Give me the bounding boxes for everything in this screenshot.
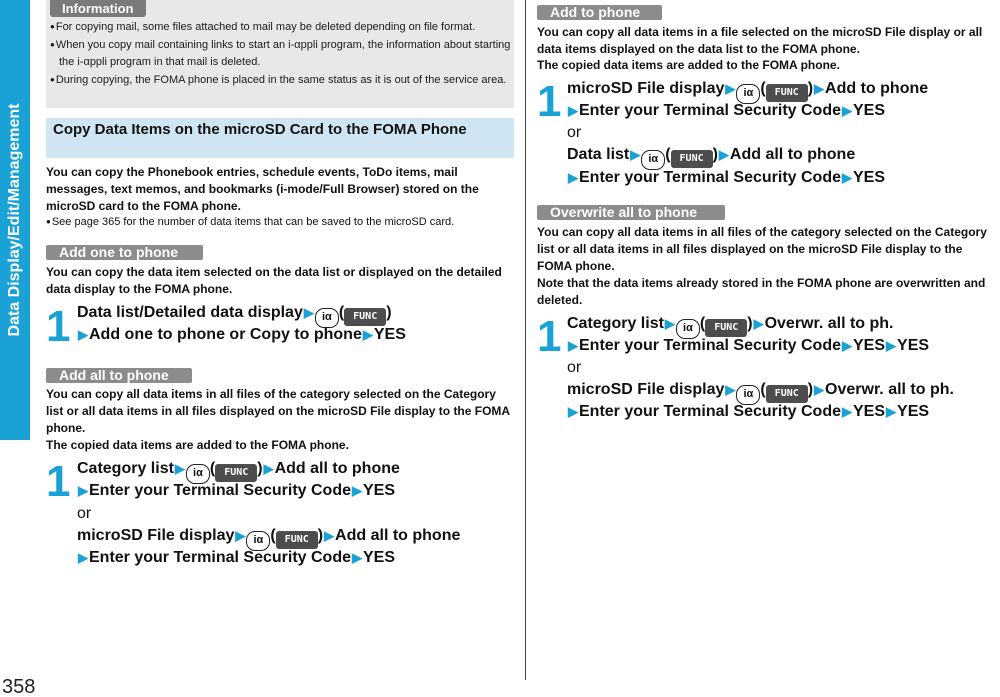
add-one-line-2: ▶Add one to phone or Copy to phone▶YES (78, 326, 406, 343)
func-key-icon: FUNC (344, 308, 386, 326)
add-all-description-2: The copied data items are added to the FOMA phone. (46, 438, 349, 452)
arrow-icon: ▶ (568, 338, 578, 353)
arrow-icon: ▶ (263, 461, 274, 476)
add-to-phone-description-2: The copied data items are added to the FOMA phone. (537, 58, 840, 72)
i-alpha-key-icon: iα (736, 84, 760, 104)
add-to-phone-line-2: ▶Enter your Terminal Security Code▶YES (568, 102, 886, 119)
overwrite-description-2: Note that the data items already stored in the FOMA phone are overwritten and deleted. (537, 276, 986, 307)
arrow-icon: ▶ (753, 316, 764, 331)
add-to-phone-description: You can copy all data items in a file selected on the microSD File display or all data items displayed on the data list to the FOMA phone. (537, 25, 983, 56)
func-key-icon: FUNC (705, 319, 747, 337)
func-key-icon: FUNC (215, 464, 257, 482)
arrow-icon: ▶ (842, 338, 852, 353)
add-all-description: You can copy all data items in all files of the category selected on the Category list or all data items in all files displayed on the microSD File display to the FOMA phone. (46, 387, 510, 435)
add-all-line-5: ▶Enter your Terminal Security Code▶YES (78, 549, 396, 566)
arrow-icon: ▶ (886, 338, 897, 353)
page-number: 358 (2, 676, 36, 697)
add-one-line-1: Data list/Detailed data display▶ iα ( FUNC ) (77, 302, 392, 328)
side-tab-label: Data Display/Edit/Management (6, 103, 23, 337)
overwrite-line-5: ▶Enter your Terminal Security Code▶YES▶YES (568, 403, 930, 420)
add-one-description: You can copy the data item selected on the data list or displayed on the detailed data display to the FOMA phone. (46, 265, 502, 296)
i-alpha-key-icon: iα (676, 319, 700, 339)
step-number: 1 (46, 457, 71, 506)
arrow-icon: ▶ (814, 81, 825, 96)
step-number: 1 (46, 302, 71, 351)
i-alpha-key-icon: iα (641, 150, 665, 170)
information-item: ● During copying, the FOMA phone is placed in the same status as it is out of the service area. (50, 71, 512, 89)
arrow-icon: ▶ (630, 147, 641, 162)
add-all-line-1: Category list▶ iα ( FUNC )▶Add all to phone (77, 458, 400, 484)
information-label: Information (50, 0, 146, 17)
add-all-line-4: microSD File display▶ iα ( FUNC )▶Add all to phone (77, 525, 460, 551)
arrow-icon: ▶ (725, 81, 736, 96)
arrow-icon: ▶ (78, 327, 88, 342)
arrow-icon: ▶ (842, 103, 852, 118)
add-all-label: Add all to phone (46, 368, 192, 383)
section-intro: You can copy the Phonebook entries, schedule events, ToDo items, mail messages, text memos, and bookmarks (i-mode/Full Browser) stored on the microSD card to the FOMA phone. (46, 165, 479, 213)
overwrite-line-1: Category list▶ iα ( FUNC )▶Overwr. all to ph. (567, 313, 894, 339)
information-item: ● For copying mail, some files attached to mail may be deleted depending on file format. (50, 18, 512, 36)
arrow-icon: ▶ (174, 461, 185, 476)
arrow-icon: ▶ (842, 170, 852, 185)
add-to-phone-line-1: microSD File display▶ iα ( FUNC )▶Add to phone (567, 78, 928, 104)
arrow-icon: ▶ (352, 483, 362, 498)
arrow-icon: ▶ (352, 550, 362, 565)
arrow-icon: ▶ (718, 147, 729, 162)
or-text: or (567, 124, 582, 141)
step-number: 1 (537, 312, 562, 361)
arrow-icon: ▶ (664, 316, 675, 331)
arrow-icon: ▶ (568, 404, 578, 419)
arrow-icon: ▶ (78, 483, 88, 498)
func-key-icon: FUNC (276, 531, 318, 549)
i-alpha-key-icon: iα (186, 464, 210, 484)
add-all-line-2: ▶Enter your Terminal Security Code▶YES (78, 482, 396, 499)
i-alpha-key-icon: iα (736, 385, 760, 405)
information-list (50, 18, 512, 89)
arrow-icon: ▶ (324, 528, 335, 543)
add-to-phone-line-4: Data list▶ iα ( FUNC )▶Add all to phone (567, 144, 855, 170)
section-title: Copy Data Items on the microSD Card to the FOMA Phone (46, 118, 514, 158)
overwrite-description: You can copy all data items in all files of the category selected on the Category list or all data items in all files displayed on the microSD File display to the FOMA phone. (537, 225, 987, 273)
step-number: 1 (537, 77, 562, 126)
or-text: or (77, 505, 92, 522)
arrow-icon: ▶ (814, 382, 825, 397)
or-text: or (567, 359, 582, 376)
arrow-icon: ▶ (235, 528, 246, 543)
arrow-icon: ▶ (568, 170, 578, 185)
func-key-icon: FUNC (766, 84, 808, 102)
overwrite-line-2: ▶Enter your Terminal Security Code▶YES▶YES (568, 337, 930, 354)
arrow-icon: ▶ (303, 305, 314, 320)
arrow-icon: ▶ (725, 382, 736, 397)
overwrite-label: Overwrite all to phone (537, 205, 725, 220)
column-divider (525, 0, 526, 680)
section-note: ● See page 365 for the number of data items that can be saved to the microSD card. (46, 215, 516, 229)
arrow-icon: ▶ (886, 404, 897, 419)
information-item: ● When you copy mail containing links to start an i-αppli program, the information about starting the i-αppli program in that mail is deleted. (50, 36, 512, 71)
side-tab (0, 0, 30, 440)
add-one-label: Add one to phone (46, 245, 203, 260)
arrow-icon: ▶ (568, 103, 578, 118)
add-to-phone-label: Add to phone (537, 5, 662, 20)
i-alpha-key-icon: iα (246, 531, 270, 551)
func-key-icon: FUNC (671, 150, 713, 168)
i-alpha-key-icon: iα (315, 308, 339, 328)
add-to-phone-line-5: ▶Enter your Terminal Security Code▶YES (568, 169, 886, 186)
arrow-icon: ▶ (362, 327, 373, 342)
arrow-icon: ▶ (78, 550, 88, 565)
arrow-icon: ▶ (842, 404, 852, 419)
func-key-icon: FUNC (766, 385, 808, 403)
overwrite-line-4: microSD File display▶ iα ( FUNC )▶Overwr. all to ph. (567, 379, 954, 405)
